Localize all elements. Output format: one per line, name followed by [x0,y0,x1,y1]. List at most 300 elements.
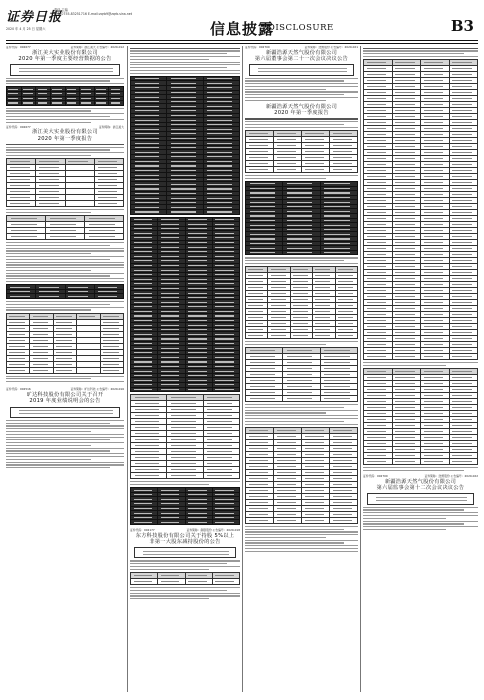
table-row [246,517,358,523]
table-cell [131,210,167,215]
text-line [6,245,110,246]
financial-table [6,215,124,240]
text-line [6,264,124,265]
newspaper-logo: 证券日报 [6,10,63,25]
text-line [6,110,91,111]
text-line [245,551,358,552]
masthead-meta-line1: 责任 主编 [54,8,68,12]
table-cell [94,294,123,299]
text-line [363,518,446,519]
text-line [363,56,478,57]
text-line [363,50,478,51]
data-table [245,427,358,524]
text-line [6,428,124,429]
table-cell [212,579,239,585]
table-row [131,520,240,525]
company-name: 新疆浩源天然气股份有限公司 [384,478,457,485]
text-line [130,481,240,482]
text-line [6,259,110,260]
table-cell [185,520,212,525]
text-line [245,100,326,101]
notice-box [10,407,120,418]
text-line [130,590,227,591]
text-line [363,509,464,510]
text-line [363,467,478,468]
text-line [6,423,110,424]
text-line [143,551,229,552]
text-line [363,48,478,49]
text-line [376,497,467,498]
column-1 [6,46,124,692]
table-cell [7,101,22,106]
text-line [6,275,110,276]
text-line [130,48,240,49]
table-cell [313,333,335,339]
text-line [245,127,358,128]
table-cell [50,101,65,106]
table-cell [21,101,36,106]
text-line [245,421,344,422]
text-line [6,431,91,432]
column-3 [245,46,358,692]
table-cell [30,367,53,373]
company-name: 东方科技股份有限公司关于持股 5%以上 [135,532,235,539]
text-line [130,595,240,596]
text-line [6,262,124,263]
stock-code: 证券代码：002177 [130,527,155,532]
text-line [130,593,240,594]
company-name: 浙江美大实业股份有限公司 [32,49,98,56]
stock-abbr: 证券简称：浙江美大 [98,124,124,129]
notice-box [10,64,120,75]
table-cell [246,166,274,172]
table-cell [65,294,94,299]
text-line [363,523,464,524]
table-cell [85,234,124,240]
text-line [245,548,358,549]
table-row [364,459,478,465]
holdings-table [6,313,124,374]
table-cell [290,333,312,339]
text-line [6,434,124,435]
table-cell [167,210,203,215]
data-table [245,347,358,402]
text-line [6,453,124,454]
page-number: B3 [450,17,474,35]
text-line [6,78,124,79]
table-cell [131,473,167,479]
table-cell [80,101,95,106]
data-table [6,86,124,105]
notice-box [367,493,474,504]
stock-code: 证券代码：002677 [6,46,31,49]
masthead-rule-thin [6,43,478,44]
text-line [130,56,240,57]
table-cell [109,101,124,106]
text-line [245,118,358,119]
text-line [6,152,124,153]
text-line [6,381,124,382]
text-line [6,464,124,465]
article-title: 2020 年第一季度主要经营数据的公告 [18,56,112,62]
stock-code: 证券代码：002700 [245,46,270,49]
table-cell [246,333,268,339]
table-row [246,333,358,339]
text-line [245,407,344,408]
text-line [19,413,113,414]
table-cell [131,579,158,585]
text-line [6,462,124,463]
table-cell [167,473,203,479]
text-line [245,86,358,87]
table-cell [36,201,65,207]
text-line [245,263,358,264]
text-line [6,448,124,449]
table-cell [246,250,283,255]
table-cell [53,367,76,373]
company-name: 旷达科技股份有限公司关于召开 [26,391,104,398]
text-line [245,424,358,425]
table-cell [364,459,393,465]
text-line [6,122,91,123]
article-continuation-tables [363,48,478,471]
text-line [245,418,358,419]
text-line [6,442,124,443]
text-line [19,68,113,69]
company-name: 浙江美大实业股份有限公司 [32,129,98,136]
table-cell [268,333,290,339]
text-line [6,80,110,81]
table-cell [185,387,212,392]
text-line [363,512,478,513]
masthead-meta-line2: 制作 0755-83251716 E-mail:zqrb9@zqrb.sina.net [54,12,133,17]
text-line [130,569,209,570]
table-cell [36,294,65,299]
text-line [245,344,326,345]
article-kuangda-briefing [6,388,124,468]
column-divider [242,46,243,692]
table-cell [449,354,478,360]
table-row [7,294,124,299]
table-cell [203,210,239,215]
text-line [130,62,240,63]
table-cell [246,517,274,523]
text-line [245,257,358,258]
text-line [245,537,326,538]
company-name: 新疆浩源天然气股份有限公司 [265,49,338,56]
table-cell [7,367,30,373]
table-cell [320,250,357,255]
text-line [6,459,91,460]
table-cell [302,517,330,523]
text-line [6,256,124,257]
text-line [245,124,344,125]
shareholder-table [245,266,358,339]
text-line [6,278,124,279]
text-line [245,178,326,179]
text-line [6,420,124,421]
table-cell [158,520,185,525]
text-line [245,545,358,546]
text-line [245,78,358,79]
table-cell [7,234,46,240]
text-line [6,250,124,251]
table-cell [274,517,302,523]
article-title: 2020 年第一季度报告 [274,110,329,117]
shareholder-table [6,284,124,299]
text-line [130,73,240,74]
table-cell [94,201,123,207]
text-line [6,270,91,271]
text-line [6,376,124,377]
text-line [6,281,124,282]
text-line [245,404,358,405]
text-line [245,529,344,530]
text-line [6,212,91,213]
text-line [258,68,347,69]
text-line [6,301,124,302]
text-line [130,484,209,485]
data-table [130,394,240,479]
table-cell [302,166,330,172]
article-title: 第六届监事会第十二次会议决议公告 [376,485,465,492]
data-table [130,76,240,215]
table-cell [65,101,80,106]
text-line [245,542,344,543]
table-cell [449,459,478,465]
text-line [6,253,91,254]
reduction-table [130,572,240,585]
text-line [245,91,358,92]
table-cell [274,166,302,172]
text-line [245,94,344,95]
text-line [245,121,358,122]
text-line [130,59,209,60]
text-line [130,64,240,65]
table-cell [65,201,94,207]
table-row [131,210,240,215]
notice-box [249,64,354,75]
table-cell [421,459,450,465]
text-line [363,521,478,522]
table-cell [392,459,421,465]
data-table [245,181,358,256]
article-haoyuan-supervisory-resolution [363,475,478,530]
article-meida-operating-data [6,46,124,123]
financial-table [6,158,124,207]
table-row [131,579,240,585]
text-line [6,309,91,310]
text-line [245,526,358,527]
table-cell [100,367,123,373]
table-cell [212,387,239,392]
text-line [130,50,240,51]
stock-code: 证券代码：002516 [6,387,31,392]
text-line [245,412,326,413]
masthead [6,4,478,44]
table-cell [335,333,357,339]
data-table [130,487,240,525]
data-table [363,59,478,360]
text-line [363,470,464,471]
article-meida-quarterly-report [6,126,124,382]
stock-code: 证券代码：002677 [6,124,31,129]
text-line [245,175,358,176]
article-title: 第六届董事会第二十一次会议决议公告 [254,56,349,62]
table-cell [364,354,393,360]
text-line [130,598,209,599]
text-line [130,563,227,564]
text-line [363,507,478,508]
text-line [130,566,240,567]
text-line [6,267,124,268]
table-cell [320,396,357,402]
column-divider [360,46,361,692]
table-row [7,101,124,106]
masthead-meta [54,8,132,17]
text-line [6,209,124,210]
text-line [245,341,358,342]
text-line [6,108,124,109]
table-cell [131,520,158,525]
text-line [6,445,91,446]
column-divider [127,46,128,692]
stock-abbr: 证券简称：旷达科技 公告编号：2020-016 [70,387,124,392]
table-row [246,250,358,255]
text-line [19,410,113,411]
text-line [6,149,110,150]
text-line [6,113,124,114]
text-line [6,467,110,468]
table-cell [185,579,212,585]
table-cell [421,354,450,360]
article-haoyuan-board-resolution [245,46,358,101]
text-line [6,307,124,308]
stock-abbr: 证券简称：浩源股份 公告编号：2020-021 [304,46,358,49]
text-line [6,425,124,426]
table-cell [158,387,185,392]
text-line [245,83,358,84]
table-row [364,354,478,360]
text-line [6,147,124,148]
text-line [6,378,91,379]
text-line [376,500,467,501]
text-line [245,410,358,411]
table-cell [203,473,239,479]
text-line [245,531,358,532]
section-title-english: DISCLOSURE [268,23,334,33]
table-cell [36,101,51,106]
table-cell [283,250,320,255]
text-line [6,273,124,274]
text-line [363,53,464,54]
issue-date: 2020 年 4 月 25 日 星期六 [6,27,46,31]
text-line [363,529,446,530]
article-title: 2019 年度业绩说明会的公告 [29,398,101,405]
stock-code: 证券代码：002700 [363,474,388,479]
table-cell [330,517,358,523]
text-line [245,415,358,416]
text-line [245,89,326,90]
table-row [246,396,358,402]
table-cell [7,294,36,299]
financial-table [245,130,358,173]
column-2 [130,46,240,692]
data-table [363,368,478,465]
table-cell [7,201,36,207]
text-line [6,248,124,249]
table-row [7,367,124,373]
stock-abbr: 证券简称：浩源股份 公告编号：2020-022 [424,474,478,479]
text-line [363,362,478,363]
text-line [130,560,240,561]
text-line [6,450,110,451]
table-cell [246,396,283,402]
text-line [245,80,344,81]
text-line [6,155,91,156]
masthead-rule [6,40,478,41]
table-cell [392,354,421,360]
table-cell [283,396,320,402]
text-line [363,365,446,366]
text-line [363,515,478,516]
text-line [143,554,229,555]
article-title: 2020 年第一季度报告 [37,135,93,142]
stock-abbr: 证券简称：浙江美大 公告编号：2020-012 [70,46,124,49]
table-cell [158,579,185,585]
table-cell [77,367,100,373]
text-line [6,116,110,117]
text-line [130,70,240,71]
article-haoyuan-quarterly-report [245,104,358,552]
text-line [19,71,113,72]
table-row [7,234,124,240]
table-row [7,201,124,207]
text-line [6,242,124,243]
text-line [6,439,110,440]
text-line [6,119,124,120]
article-title: 非第一大股东减持股份的公告 [149,538,221,545]
text-line [6,304,110,305]
text-line [6,144,124,145]
column-4 [363,46,478,692]
text-line [6,83,124,84]
table-cell [131,387,158,392]
data-table [130,217,240,393]
text-line [245,97,358,98]
table-row [131,387,240,392]
text-line [258,71,347,72]
text-line [363,526,478,527]
text-line [6,456,124,457]
text-line [130,587,240,588]
section-title: 信息披露 [210,20,275,38]
text-line [245,260,344,261]
table-cell [330,166,358,172]
stock-abbr: 证券简称：御银股份 公告编号：2020-018 [186,527,240,532]
notice-box [134,547,236,558]
table-cell [212,520,239,525]
table-cell [46,234,85,240]
article-shareholder-reduction [130,529,240,599]
article-continuation-tables [130,48,240,525]
company-name: 新疆浩源天然气股份有限公司 [265,104,338,110]
text-line [245,540,358,541]
text-line [6,437,124,438]
table-row [131,473,240,479]
text-line [130,53,227,54]
text-line [130,67,227,68]
